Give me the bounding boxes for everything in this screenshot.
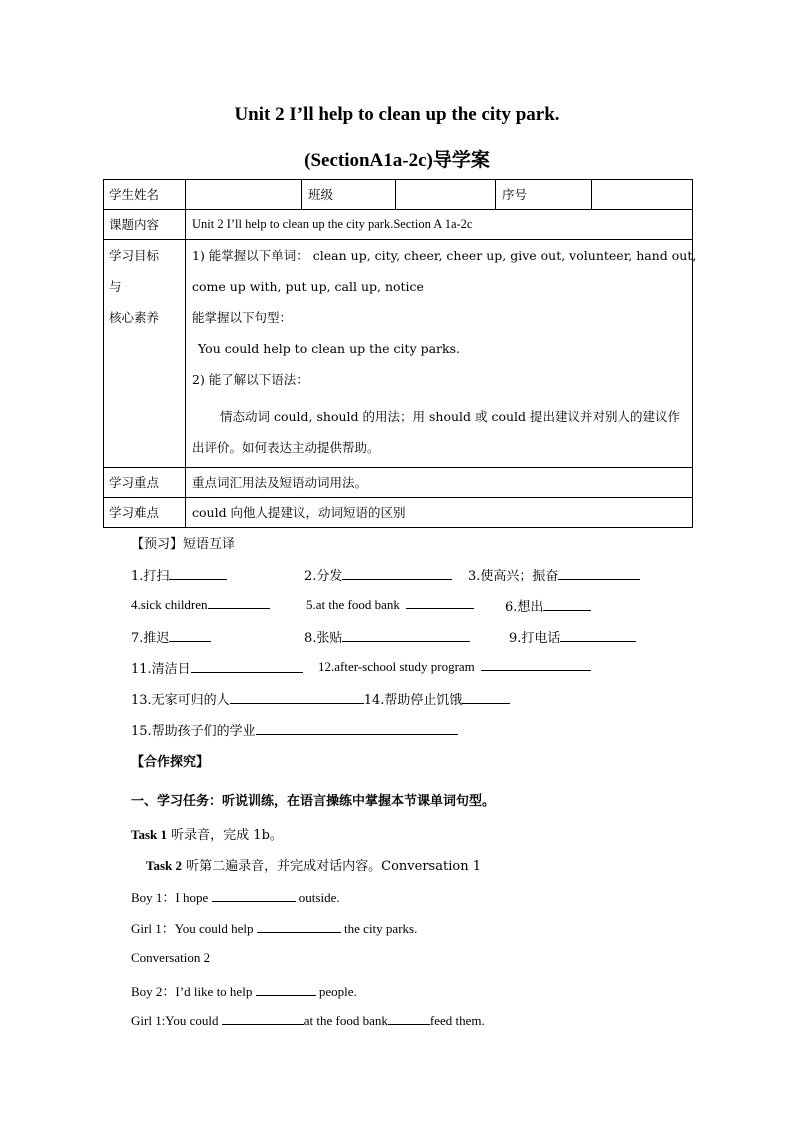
student-name-field[interactable] (186, 180, 302, 210)
key-points-label: 学习重点 (104, 468, 186, 498)
list-item: 3.使高兴；振奋 (468, 565, 640, 584)
difficulties-label: 学习难点 (104, 498, 186, 528)
task2: Task 2 听第二遍录音，并完成对话内容。Conversation 1 (146, 858, 481, 874)
goals-line: 2) 能了解以下语法： (192, 372, 309, 387)
list-item: 5.at the food bank (306, 596, 474, 613)
list-item: 13.无家可归的人 14.帮助停止饥饿 (131, 689, 510, 708)
list-item: 8.张贴 (304, 627, 470, 646)
answer-blank[interactable] (169, 567, 227, 580)
dialogue-line: Girl 1:You could at the food bank feed them. (131, 1013, 485, 1028)
difficulties-value: could 向他人提建议，动词短语的区别 (186, 498, 693, 528)
task1: Task 1 听录音，完成 1b。 (131, 827, 283, 843)
answer-blank[interactable] (230, 691, 364, 704)
goals-label-line: 核心素养 (109, 310, 160, 325)
answer-blank[interactable] (222, 1012, 304, 1025)
class-field[interactable] (396, 180, 496, 210)
key-points-value: 重点词汇用法及短语动词用法。 (186, 468, 693, 498)
answer-blank[interactable] (406, 596, 474, 609)
page-subtitle: (SectionA1a-2c)导学案 (304, 150, 490, 171)
coop-heading: 【合作探究】 (131, 755, 210, 770)
table-row (104, 210, 693, 240)
task-heading: 一、学习任务：听说训练，在语言操练中掌握本节课单词句型。 (131, 794, 496, 809)
list-item: 12.after-school study program (318, 658, 591, 675)
table-row (104, 240, 693, 468)
answer-blank[interactable] (342, 567, 452, 580)
answer-blank[interactable] (169, 629, 211, 642)
topic-label: 课题内容 (104, 210, 186, 240)
dialogue-line: Boy 1：I hope outside. (131, 890, 340, 905)
answer-blank[interactable] (388, 1012, 430, 1025)
list-item: 15.帮助孩子们的学业 (131, 720, 458, 739)
answer-blank[interactable] (191, 660, 303, 673)
answer-blank[interactable] (558, 567, 640, 580)
answer-blank[interactable] (560, 629, 636, 642)
answer-blank[interactable] (256, 722, 458, 735)
list-item: 2.分发 (304, 565, 452, 584)
info-table (103, 179, 697, 528)
goals-line: come up with, put up, call up, notice (192, 279, 424, 294)
student-name-label: 学生姓名 (104, 180, 186, 210)
answer-blank[interactable] (256, 983, 316, 996)
number-label: 序号 (496, 180, 592, 210)
table-row (104, 468, 693, 498)
dialogue-line: Boy 2：I’d like to help people. (131, 984, 357, 999)
goals-line: 1) 能掌握以下单词： clean up, city, cheer, cheer up, give out, volunteer, hand out, (192, 248, 697, 263)
list-item: 1.打扫 (131, 565, 227, 584)
goals-label (104, 240, 186, 468)
conversation-label: Conversation 2 (131, 950, 211, 965)
goals-content (186, 240, 697, 468)
goals-line: You could help to clean up the city parks. (198, 341, 460, 356)
list-item: 6.想出 (505, 596, 591, 615)
page-title: Unit 2 I’ll help to clean up the city park. (234, 104, 560, 125)
goals-label-line: 学习目标 (109, 248, 160, 263)
answer-blank[interactable] (462, 691, 510, 704)
table-row (104, 498, 693, 528)
dialogue-line: Girl 1：You could help the city parks. (131, 921, 418, 936)
topic-value: Unit 2 I’ll help to clean up the city park.Section A 1a-2c (186, 210, 693, 240)
list-item: 4.sick children (131, 596, 270, 613)
answer-blank[interactable] (212, 889, 296, 902)
table-row (104, 180, 693, 210)
answer-blank[interactable] (257, 920, 341, 933)
goals-line: 情态动词 could, should 的用法；用 should 或 could 提出建议并对别人的建议作出评价。如何表达主动提供帮助。 (192, 409, 681, 455)
preview-heading: 【预习】短语互译 (131, 537, 236, 552)
goals-label-line: 与 (109, 279, 122, 294)
answer-blank[interactable] (342, 629, 470, 642)
answer-blank[interactable] (543, 598, 591, 611)
list-item: 9.打电话 (509, 627, 636, 646)
answer-blank[interactable] (481, 658, 591, 671)
list-item: 7.推迟 (131, 627, 211, 646)
answer-blank[interactable] (208, 596, 270, 609)
class-label: 班级 (302, 180, 396, 210)
number-field[interactable] (592, 180, 693, 210)
goals-line: 能掌握以下句型： (192, 310, 293, 325)
list-item: 11.清洁日 (131, 658, 303, 677)
